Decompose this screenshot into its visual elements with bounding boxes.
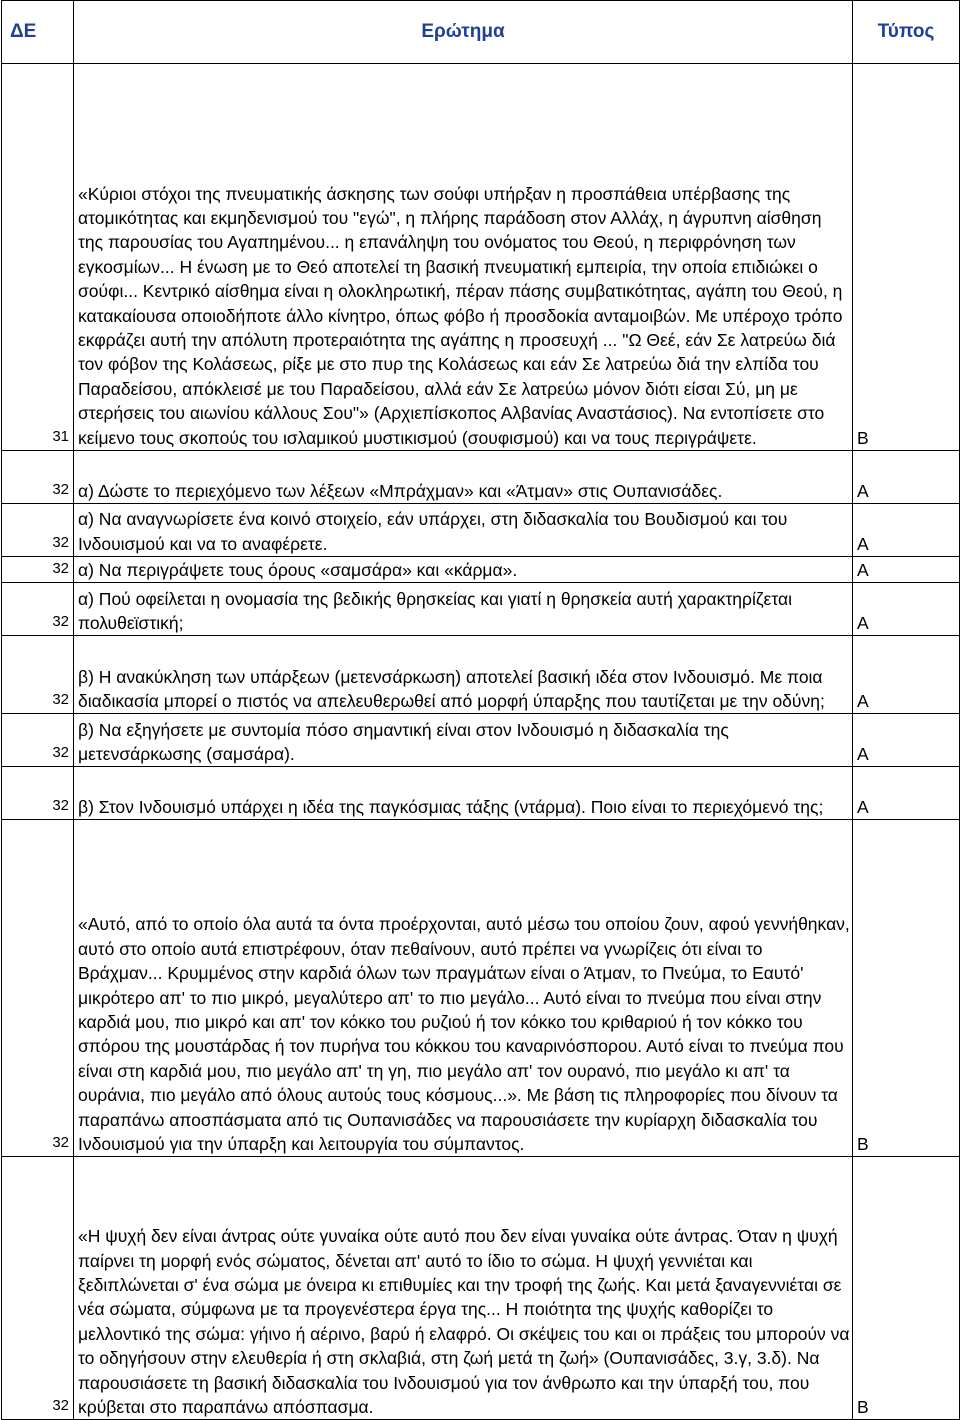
row-type: Β	[853, 64, 960, 451]
questions-table	[1, 0, 960, 1420]
row-de: 32	[2, 451, 74, 504]
table-row	[2, 767, 960, 820]
row-question: α) Πού οφείλεται η ονομασία της βεδικής θρησκείας και γιατί η θρησκεία αυτή χαρακτηρίζεται πολυθεϊστική;	[74, 583, 853, 636]
row-type: Α	[853, 451, 960, 504]
row-de: 31	[2, 64, 74, 451]
row-question: α) Να αναγνωρίσετε ένα κοινό στοιχείο, εάν υπάρχει, στη διδασκαλία του Βουδισμού και του Ινδουισμού και να το αναφέρετε.	[74, 504, 853, 557]
row-question: β) Στον Ινδουισμό υπάρχει η ιδέα της παγκόσμιας τάξης (ντάρμα). Ποιο είναι το περιεχόμενό της;	[74, 767, 853, 820]
row-de: 32	[2, 557, 74, 583]
row-type: Β	[853, 820, 960, 1157]
row-de: 32	[2, 504, 74, 557]
table-row	[2, 1157, 960, 1420]
row-question: «Κύριοι στόχοι της πνευματικής άσκησης των σούφι υπήρξαν η προσπάθεια υπέρβασης της ατομικότητας και εκμηδενισμού του "εγώ", η πλήρης παράδοση στον Αλλάχ, η άγρυπνη αίσθηση της παρουσίας του Αγαπημένου... η επανάληψη του ονόματος του Θεού, η περιφρόνηση των εγκοσμίων... Η ένωση με το Θεό αποτελεί τη βασική πνευματική εμπειρία, την οποία επιδιώκει ο σούφι... Κεντρικό αίσθημα είναι η ολοκληρωτική, πέραν πάσης συμβατικότητας, αγάπη του Θεού, η κατακαίουσα οποιοδήποτε άλλο κίνητρο, όπως φόβο ή προσδοκία ανταμοιβών. Με υπέροχο τρόπο εκφράζει αυτή την απόλυτη προτεραιότητα της αγάπης η προσευχή ... "Ω Θεέ, εάν Σε λατρεύω διά τον φόβον της Κολάσεως, ρίξε με στο πυρ της Κολάσεως και εάν Σε λατρεύω διά την ελπίδα του Παραδείσου, απόκλεισέ με του Παραδείσου, αλλά εάν Σε λατρεύω μόνον διότι είσαι Σύ, μη με στερήσεις του αιωνίου κάλλους Σου"» (Αρχιεπίσκοπος Αλβανίας Αναστάσιος). Να εντοπίσετε στο κείμενο τους σκοπούς του ισλαμικού μυστικισμού (σουφισμού) και να τους περιγράψετε.	[74, 64, 853, 451]
row-de: 32	[2, 1157, 74, 1420]
row-de: 32	[2, 820, 74, 1157]
questions-body	[2, 64, 960, 1420]
row-question: β) Να εξηγήσετε με συντομία πόσο σημαντική είναι στον Ινδουισμό η διδασκαλία της μετενσάρκωσης (σαμσάρα).	[74, 714, 853, 767]
table-row	[2, 636, 960, 714]
table-row	[2, 820, 960, 1157]
row-de: 32	[2, 636, 74, 714]
row-question: «Η ψυχή δεν είναι άντρας ούτε γυναίκα ούτε αυτό που δεν είναι γυναίκα ούτε άντρας. Όταν η ψυχή παίρνει τη μορφή ενός σώματος, δένεται απ' αυτό το ίδιο το σώμα. Η ψυχή γεννιέται και ξεδιπλώνεται σ' ένα σώμα με όνειρα κι επιθυμίες και την τροφή της ζωής. Και μετά ξαναγεννιέται σε νέα σώματα, σύμφωνα με τα προγενέστερα έργα της... Η ποιότητα της ψυχής καθορίζει το μελλοντικό της σώμα: γήινο ή αέρινο, βαρύ ή ελαφρό. Οι σκέψεις του και οι πράξεις του μπορούν να το οδηγήσουν στην ελευθερία ή στη σκλαβιά, στη ζωή μετά τη ζωή» (Ουπανισάδες, 3.γ, 3.δ). Να παρουσιάσετε τη βασική διδασκαλία του Ινδουισμού για τον άνθρωπο και την ύπαρξή του, που κρύβεται στο παραπάνω απόσπασμα.	[74, 1157, 853, 1420]
header-row	[2, 1, 960, 64]
header-question: Ερώτημα	[74, 1, 853, 64]
row-type: Β	[853, 1157, 960, 1420]
table-row	[2, 583, 960, 636]
table-row	[2, 714, 960, 767]
table-row	[2, 64, 960, 451]
table-row	[2, 557, 960, 583]
row-type: Α	[853, 636, 960, 714]
row-type: Α	[853, 583, 960, 636]
row-de: 32	[2, 714, 74, 767]
row-de: 32	[2, 583, 74, 636]
row-de: 32	[2, 767, 74, 820]
table-row	[2, 451, 960, 504]
table-row	[2, 504, 960, 557]
header-de: ΔΕ	[2, 1, 74, 64]
row-question: α) Να περιγράψετε τους όρους «σαμσάρα» και «κάρμα».	[74, 557, 853, 583]
row-question: β) Η ανακύκληση των υπάρξεων (μετενσάρκωση) αποτελεί βασική ιδέα στον Ινδουισμό. Με ποια διαδικασία μπορεί ο πιστός να απελευθερωθεί από μορφή ύπαρξης που ταυτίζεται με την οδύνη;	[74, 636, 853, 714]
row-type: Α	[853, 767, 960, 820]
row-type: Α	[853, 557, 960, 583]
header-type: Τύπος	[853, 1, 960, 64]
row-type: Α	[853, 714, 960, 767]
row-question: α) Δώστε το περιεχόμενο των λέξεων «Μπράχμαν» και «Άτμαν» στις Ουπανισάδες.	[74, 451, 853, 504]
row-type: Α	[853, 504, 960, 557]
row-question: «Αυτό, από το οποίο όλα αυτά τα όντα προέρχονται, αυτό μέσω του οποίου ζουν, αφού γεννήθηκαν, αυτό στο οποίο αυτά επιστρέφουν, όταν πεθαίνουν, αυτό πρέπει να γνωρίζεις ότι είναι το Βράχμαν... Κρυμμένος στην καρδιά όλων των πραγμάτων είναι ο Άτμαν, το Πνεύμα, το Εαυτό' μικρότερο απ' το πιο μικρό, μεγαλύτερο απ' το πιο μεγάλο... Αυτό είναι το πνεύμα που είναι στην καρδιά μου, πιο μικρό και απ' τον κόκκο του ρυζιού ή τον κόκκο του κριθαριού ή τον κόκκο του σπόρου της μουστάρδας ή τον πυρήνα του κόκκου του καναρινόσπορου. Αυτό είναι το πνεύμα που είναι στη καρδιά μου, πιο μεγάλο απ' τη γη, πιο μεγάλο απ' τον ουρανό, πιο μεγάλο κι απ' τα ουράνια, πιο μεγάλο από όλους αυτούς τους κόσμους...». Με βάση τις πληροφορίες που δίνουν τα παραπάνω αποσπάσματα από τις Ουπανισάδες να παρουσιάσετε την κυρίαρχη διδασκαλία του Ινδουισμού για την ύπαρξη και λειτουργία του σύμπαντος.	[74, 820, 853, 1157]
